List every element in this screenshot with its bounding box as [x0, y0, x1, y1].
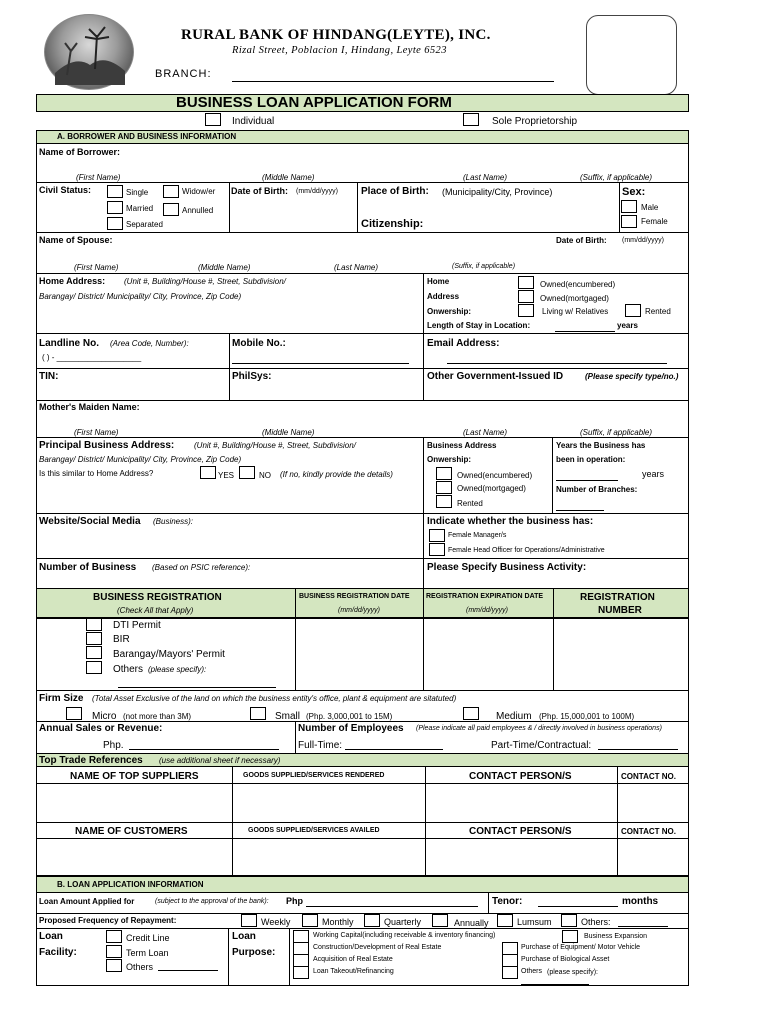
freq-others-field[interactable] — [618, 926, 668, 927]
borrower-middle-hint: (Middle Name) — [262, 173, 315, 182]
medium-checkbox[interactable] — [463, 707, 479, 720]
branch-field[interactable] — [232, 81, 554, 82]
annually-label: Annually — [454, 918, 489, 928]
widow-label: Widow/er — [182, 187, 216, 196]
medium-range: (Php. 15,000,001 to 100M) — [539, 712, 635, 721]
goods-rendered-header: GOODS SUPPLIED/SERVICES RENDERED — [243, 772, 385, 779]
exp-date-header: REGISTRATION EXPIRATION DATE — [426, 593, 544, 600]
rented-checkbox[interactable] — [625, 304, 641, 317]
purpose-construction-label: Construction/Development of Real Estate — [313, 944, 442, 951]
years-biz-label: Years the Business has — [556, 441, 646, 450]
biz-rented-checkbox[interactable] — [436, 495, 452, 508]
goods-availed-header: GOODS SUPPLIED/SERVICES AVAILED — [248, 827, 380, 834]
philsys-label: PhilSys: — [232, 371, 272, 382]
num-biz-label: Number of Business — [39, 562, 137, 573]
credit-line-checkbox[interactable] — [106, 930, 122, 943]
small-label: Small — [275, 711, 301, 722]
home-ownership-label: Onwership: — [427, 307, 472, 316]
borrower-suffix-hint: (Suffix, if applicable) — [580, 173, 653, 182]
annulled-checkbox[interactable] — [163, 203, 179, 216]
exp-date-format: (mm/dd/yyyy) — [466, 607, 508, 614]
single-checkbox[interactable] — [107, 185, 123, 198]
spouse-suffix-hint: (Suffix, if applicable) — [452, 263, 516, 270]
been-op-label: been in operation: — [556, 455, 626, 464]
bir-checkbox[interactable] — [86, 632, 102, 645]
facility-others-label: Others — [126, 962, 154, 972]
spouse-last-hint: (Last Name) — [334, 263, 379, 272]
trade-label: Top Trade References — [39, 755, 143, 766]
employees-label: Number of Employees — [298, 723, 404, 734]
spouse-label: Name of Spouse: — [39, 235, 113, 245]
freq-others-label: Others: — [581, 917, 611, 927]
biz-owned-enc-label: Owned(encumbered) — [457, 471, 533, 480]
loan-amount-php: Php — [286, 896, 303, 906]
loan-facility-label2: Facility: — [39, 947, 77, 958]
monthly-label: Monthly — [322, 917, 354, 927]
reg-date-header: BUSINESS REGISTRATION DATE — [299, 593, 410, 600]
email-field[interactable] — [447, 363, 667, 364]
quarterly-label: Quarterly — [384, 917, 422, 927]
annual-sales-field[interactable] — [129, 749, 279, 750]
owned-encumbered-checkbox[interactable] — [518, 276, 534, 289]
borrower-first-hint: (First Name) — [76, 173, 121, 182]
dob-label: Date of Birth: — [231, 186, 288, 196]
section-b-title: B. LOAN APPLICATION INFORMATION — [57, 880, 204, 889]
frequency-label: Proposed Frequency of Repayment: — [39, 916, 177, 925]
similar-yes-checkbox[interactable] — [200, 466, 216, 479]
similar-no-label: NO — [259, 471, 271, 480]
trade-hint: (use additional sheet if necessary) — [159, 756, 281, 765]
monthly-checkbox[interactable] — [302, 914, 318, 927]
rented-label: Rented — [645, 307, 671, 316]
owned-encumbered-label: Owned(encumbered) — [540, 280, 616, 289]
mother-middle-hint: (Middle Name) — [262, 428, 315, 437]
living-relatives-label: Living w/ Relatives — [542, 307, 609, 316]
section-a-title: A. BORROWER AND BUSINESS INFORMATION — [57, 132, 237, 141]
purpose-others-label: Others — [521, 968, 543, 975]
bir-label: BIR — [113, 634, 130, 645]
branch-label: BRANCH: — [155, 68, 212, 80]
female-head-checkbox[interactable] — [429, 543, 445, 556]
tenor-months: months — [622, 896, 659, 907]
home-address-label: Home Address: — [39, 276, 106, 286]
purpose-biological-label: Purchase of Biological Asset — [521, 956, 610, 963]
spouse-dob-label: Date of Birth: — [556, 236, 607, 245]
contact-no-header: CONTACT NO. — [621, 772, 676, 781]
parttime-label: Part-Time/Contractual: — [491, 740, 592, 751]
purpose-equipment-label: Purchase of Equipment/ Motor Vehicle — [521, 944, 641, 951]
mother-label: Mother's Maiden Name: — [39, 402, 140, 412]
bank-name: RURAL BANK OF HINDANG(LEYTE), INC. — [181, 27, 491, 43]
biz-ownership-label: Onwership: — [427, 455, 472, 464]
form-title: BUSINESS LOAN APPLICATION FORM — [176, 94, 452, 111]
loan-amount-field[interactable] — [306, 906, 478, 907]
branches-label: Number of Branches: — [556, 485, 638, 494]
term-loan-label: Term Loan — [126, 948, 169, 958]
similar-yes-label: YES — [218, 471, 235, 480]
reg-date-format: (mm/dd/yyyy) — [338, 607, 380, 614]
medium-label: Medium — [496, 711, 532, 722]
tenor-field[interactable] — [538, 906, 618, 907]
suppliers-header: NAME OF TOP SUPPLIERS — [70, 771, 199, 782]
contact-header-2: CONTACT PERSON/S — [469, 826, 572, 837]
num-biz-hint: (Based on PSIC reference): — [152, 563, 251, 572]
other-id-label: Other Government-Issued ID — [427, 371, 564, 382]
bank-seal — [586, 15, 677, 95]
stay-label: Length of Stay in Location: — [427, 321, 531, 330]
biz-address-label: Business Address — [427, 441, 497, 450]
reg-number-header1: REGISTRATION — [580, 592, 655, 603]
similar-no-hint: (If no, kindly provide the details) — [280, 470, 393, 479]
lumsum-label: Lumsum — [517, 917, 552, 927]
citizenship-label: Citizenship: — [361, 218, 424, 230]
mother-suffix-hint: (Suffix, if applicable) — [580, 428, 653, 437]
purpose-others-field[interactable] — [521, 984, 589, 985]
website-hint: (Business): — [153, 517, 194, 526]
annual-sales-label: Annual Sales or Revenue: — [39, 723, 163, 734]
freq-others-checkbox[interactable] — [561, 914, 577, 927]
female-head-label: Female Head Officer for Operations/Administrative — [448, 547, 605, 554]
pob-hint: (Municipality/City, Province) — [442, 187, 553, 197]
purpose-expansion-checkbox[interactable] — [562, 930, 578, 943]
fulltime-field[interactable] — [345, 749, 443, 750]
civil-status-label: Civil Status: — [39, 185, 92, 195]
pba-label: Principal Business Address: — [39, 440, 175, 451]
lumsum-checkbox[interactable] — [497, 914, 513, 927]
landline-label: Landline No. — [39, 338, 99, 349]
brgy-checkbox[interactable] — [86, 646, 102, 659]
pba-hint2: Barangay/ District/ Municipality/ City, Province, Zip Code) — [39, 455, 242, 464]
purpose-acquisition-label: Acquisition of Real Estate — [313, 956, 393, 963]
pba-hint: (Unit #, Building/House #, Street, Subdivision/ — [194, 441, 356, 450]
dti-label: DTI Permit — [113, 620, 161, 631]
purpose-others-hint: (please specify): — [547, 969, 598, 976]
landline-field[interactable]: ( ) - ___________________ — [42, 353, 142, 362]
stay-field[interactable] — [555, 331, 615, 332]
contact-no-header-2: CONTACT NO. — [621, 827, 676, 836]
loan-amount-label: Loan Amount Applied for — [39, 897, 135, 906]
biz-owned-mort-label: Owned(mortgaged) — [457, 484, 526, 493]
male-checkbox[interactable] — [621, 200, 637, 213]
married-checkbox[interactable] — [107, 201, 123, 214]
employees-hint: (Please indicate all paid employees & / directly involved in business operations) — [416, 725, 662, 732]
registration-header: BUSINESS REGISTRATION — [93, 592, 222, 603]
years-biz-unit: years — [642, 469, 665, 479]
purpose-expansion-label: Business Expansion — [584, 933, 648, 940]
fulltime-label: Full-Time: — [298, 740, 343, 751]
quarterly-checkbox[interactable] — [364, 914, 380, 927]
micro-checkbox[interactable] — [66, 707, 82, 720]
firm-size-label: Firm Size — [39, 693, 84, 704]
micro-label: Micro — [92, 711, 117, 722]
home-address-hint: (Unit #, Building/House #, Street, Subdivision/ — [124, 277, 286, 286]
female-checkbox[interactable] — [621, 215, 637, 228]
sex-label: Sex: — [622, 186, 646, 198]
annual-php: Php. — [103, 740, 124, 751]
home-label: Home — [427, 277, 450, 286]
home-address-hint2: Barangay/ District/ Municipality/ City, Province, Zip Code) — [39, 292, 242, 301]
branches-field[interactable] — [556, 510, 604, 511]
borrower-last-hint: (Last Name) — [463, 173, 508, 182]
small-checkbox[interactable] — [250, 707, 266, 720]
biz-owned-mort-checkbox[interactable] — [436, 481, 452, 494]
sole-prop-checkbox[interactable] — [463, 113, 479, 126]
website-label: Website/Social Media — [39, 516, 141, 527]
facility-others-field[interactable] — [158, 970, 218, 971]
dti-checkbox[interactable] — [86, 618, 102, 631]
male-label: Male — [641, 203, 659, 212]
bank-address: Rizal Street, Poblacion I, Hindang, Leyte 6523 — [232, 45, 447, 56]
reg-others-field[interactable] — [118, 687, 276, 688]
biz-rented-label: Rented — [457, 499, 483, 508]
sole-prop-label: Sole Proprietorship — [492, 116, 578, 127]
owned-mortgaged-label: Owned(mortgaged) — [540, 294, 609, 303]
living-relatives-checkbox[interactable] — [518, 304, 534, 317]
loan-purpose-label2: Purpose: — [232, 947, 276, 958]
spouse-dob-format: (mm/dd/yyyy) — [622, 237, 664, 244]
mobile-field[interactable] — [232, 363, 409, 364]
purpose-takeout-checkbox[interactable] — [293, 966, 309, 979]
reg-number-header2: NUMBER — [598, 605, 642, 616]
biz-owned-enc-checkbox[interactable] — [436, 467, 452, 480]
spouse-first-hint: (First Name) — [74, 263, 119, 272]
email-label: Email Address: — [427, 338, 500, 349]
weekly-checkbox[interactable] — [241, 914, 257, 927]
indicate-label: Indicate whether the business has: — [427, 516, 594, 527]
purpose-working-capital-label: Working Capital(including receivable & inventory financing) — [313, 932, 496, 939]
female-label: Female — [641, 217, 668, 226]
annulled-label: Annulled — [182, 206, 214, 215]
weekly-label: Weekly — [261, 917, 291, 927]
years-biz-field[interactable] — [556, 480, 618, 481]
owned-mortgaged-checkbox[interactable] — [518, 290, 534, 303]
individual-label: Individual — [232, 116, 275, 127]
pob-label: Place of Birth: — [361, 186, 429, 197]
loan-purpose-label1: Loan — [232, 931, 256, 942]
tenor-label: Tenor: — [492, 896, 523, 907]
home-addr-word: Address — [427, 292, 460, 301]
landline-hint: (Area Code, Number): — [110, 339, 189, 348]
mother-first-hint: (First Name) — [74, 428, 119, 437]
firm-size-hint: (Total Asset Exclusive of the land on which the business entity's office, plant & equipment are sitatuted) — [92, 694, 457, 703]
similar-no-checkbox[interactable] — [239, 466, 255, 479]
separated-checkbox[interactable] — [107, 217, 123, 230]
annually-checkbox[interactable] — [432, 914, 448, 927]
spouse-middle-hint: (Middle Name) — [198, 263, 251, 272]
widow-checkbox[interactable] — [163, 185, 179, 198]
parttime-field[interactable] — [598, 749, 678, 750]
purpose-others-checkbox[interactable] — [502, 966, 518, 979]
brgy-label: Barangay/Mayors' Permit — [113, 649, 225, 660]
facility-others-checkbox[interactable] — [106, 959, 122, 972]
female-manager-label: Female Manager/s — [448, 532, 507, 539]
tin-label: TIN: — [39, 371, 59, 382]
separated-label: Separated — [126, 220, 163, 229]
name-of-borrower-label: Name of Borrower: — [39, 147, 121, 157]
contact-header: CONTACT PERSON/S — [469, 771, 572, 782]
married-label: Married — [126, 204, 154, 213]
dob-format: (mm/dd/yyyy) — [296, 188, 338, 195]
other-id-hint: (Please specify type/no.) — [585, 372, 679, 381]
mother-last-hint: (Last Name) — [463, 428, 508, 437]
bank-logo — [44, 14, 134, 90]
reg-others-checkbox[interactable] — [86, 661, 102, 674]
stay-years: years — [617, 321, 638, 330]
reg-others-label: Others — [113, 664, 144, 675]
registration-hint: (Check All that Apply) — [117, 606, 194, 615]
activity-label: Please Specify Business Activity: — [427, 562, 587, 573]
female-manager-checkbox[interactable] — [429, 529, 445, 542]
micro-range: (not more than 3M) — [123, 712, 192, 721]
reg-others-hint: (please specify): — [148, 665, 207, 674]
credit-line-label: Credit Line — [126, 933, 170, 943]
small-range: (Php. 3,000,001 to 15M) — [306, 712, 393, 721]
purpose-takeout-label: Loan Takeout/Refinancing — [313, 968, 394, 975]
single-label: Single — [126, 188, 149, 197]
loan-amount-hint: (subject to the approval of the bank): — [155, 898, 269, 905]
loan-facility-label1: Loan — [39, 931, 63, 942]
individual-checkbox[interactable] — [205, 113, 221, 126]
mobile-label: Mobile No.: — [232, 338, 286, 349]
customers-header: NAME OF CUSTOMERS — [75, 826, 188, 837]
term-loan-checkbox[interactable] — [106, 945, 122, 958]
similar-label: Is this similar to Home Address? — [39, 469, 154, 478]
